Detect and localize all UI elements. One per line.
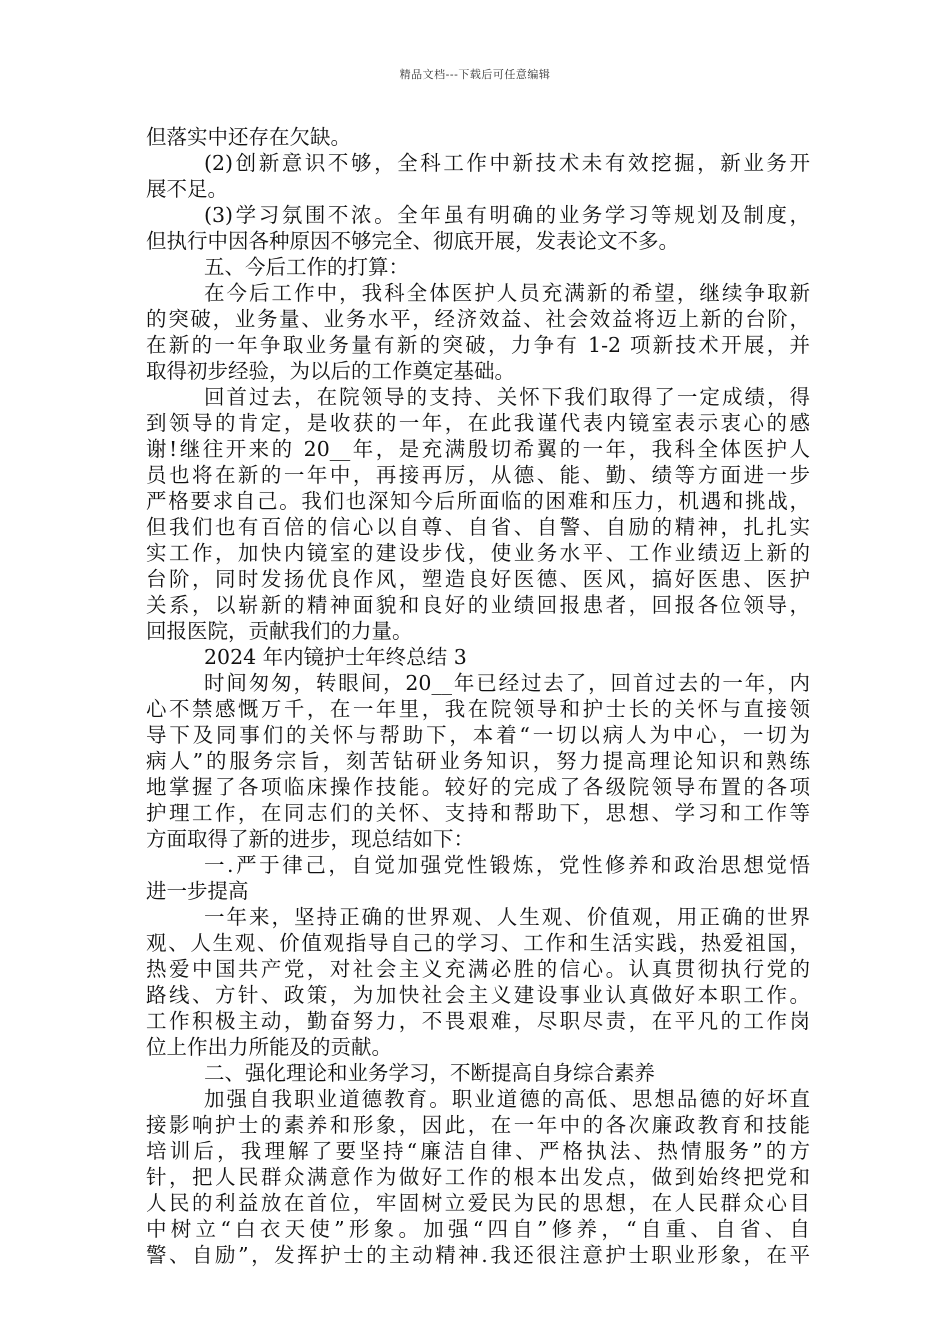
text-line: 热爱中国共产党，对社会主义充满必胜的信心。认真贯彻执行党的 <box>146 957 810 981</box>
text-line: 地掌握了各项临床操作技能。较好的完成了各级院领导布置的各项 <box>146 775 810 799</box>
text-line: 关系，以崭新的精神面貌和良好的业绩回报患者，回报各位领导， <box>146 593 810 617</box>
text-line: 五、今后工作的打算： <box>204 255 409 279</box>
text-line: 但落实中还存在欠缺。 <box>146 125 351 149</box>
text-line: 取得初步经验，为以后的工作奠定基础。 <box>146 359 515 383</box>
text-line: 时间匆匆，转眼间，20__年已经过去了，回首过去的一年，内 <box>204 671 810 695</box>
text-line: (3)学习氛围不浓。全年虽有明确的业务学习等规划及制度， <box>204 203 810 227</box>
text-line: 护理工作，在同志们的关怀、支持和帮助下，思想、学习和工作等 <box>146 801 810 825</box>
text-line: 2024 年内镜护士年终总结 3 <box>204 645 467 669</box>
text-line: 实工作，加快内镜室的建设步伐，使业务水平、工作业绩迈上新的 <box>146 541 810 565</box>
text-line: 到领导的肯定，是收获的一年，在此我谨代表内镜室表示衷心的感 <box>146 411 810 435</box>
text-line: 病人”的服务宗旨，刻苦钻研业务知识，努力提高理论知识和熟练 <box>146 749 810 773</box>
document-body <box>146 124 810 1268</box>
text-line: 在今后工作中，我科全体医护人员充满新的希望，继续争取新 <box>204 281 810 305</box>
text-line: 台阶，同时发扬优良作风，塑造良好医德、医风，搞好医患、医护 <box>146 567 810 591</box>
text-line: 心不禁感慨万千，在一年里，我在院领导和护士长的关怀与直接领 <box>146 697 810 721</box>
text-line: 导下及同事们的关怀与帮助下，本着“一切以病人为中心，一切为 <box>146 723 810 747</box>
text-line: 回报医院，贡献我们的力量。 <box>146 619 413 643</box>
text-line: 位上作出力所能及的贡献。 <box>146 1035 392 1059</box>
text-line: 但我们也有百倍的信心以自尊、自省、自警、自励的精神，扎扎实 <box>146 515 810 539</box>
text-line: 培训后，我理解了要坚持“廉洁自律、严格执法、热情服务”的方 <box>146 1139 810 1163</box>
text-line: 员也将在新的一年中，再接再厉，从德、能、勤、绩等方面进一步 <box>146 463 810 487</box>
text-line: 方面取得了新的进步，现总结如下： <box>146 827 474 851</box>
text-line: 展不足。 <box>146 177 228 201</box>
text-line: 路线、方针、政策，为加快社会主义建设事业认真做好本职工作。 <box>146 983 810 1007</box>
text-line: 工作积极主动，勤奋努力，不畏艰难，尽职尽责，在平凡的工作岗 <box>146 1009 810 1033</box>
text-line: 的突破，业务量、业务水平，经济效益、社会效益将迈上新的台阶， <box>146 307 810 331</box>
text-line: 加强自我职业道德教育。职业道德的高低、思想品德的好坏直 <box>204 1087 810 1111</box>
text-line: 严格要求自己。我们也深知今后所面临的困难和压力，机遇和挑战， <box>146 489 810 513</box>
text-line: (2)创新意识不够，全科工作中新技术未有效挖掘，新业务开 <box>204 151 810 175</box>
text-line: 观、人生观、价值观指导自己的学习、工作和生活实践，热爱祖国， <box>146 931 810 955</box>
text-line: 谢!继往开来的 20__年，是充满殷切希翼的一年，我科全体医护人 <box>146 437 810 461</box>
text-line: 一年来，坚持正确的世界观、人生观、价值观，用正确的世界 <box>204 905 810 929</box>
text-line: 回首过去，在院领导的支持、关怀下我们取得了一定成绩，得 <box>204 385 810 409</box>
text-line: 警、自励”，发挥护士的主动精神.我还很注意护士职业形象，在平 <box>146 1243 810 1267</box>
text-line: 人民的利益放在首位，牢固树立爱民为民的思想，在人民群众心目 <box>146 1191 810 1215</box>
page-header: 精品文档---下载后可任意编辑 <box>399 68 551 81</box>
text-line: 在新的一年争取业务量有新的突破，力争有 1-2 项新技术开展，并 <box>146 333 810 357</box>
text-line: 进一步提高 <box>146 879 249 903</box>
text-line: 针，把人民群众满意作为做好工作的根本出发点，做到始终把党和 <box>146 1165 810 1189</box>
text-line: 但执行中因各种原因不够完全、彻底开展，发表论文不多。 <box>146 229 679 253</box>
text-line: 接影响护士的素养和形象，因此，在一年中的各次廉政教育和技能 <box>146 1113 810 1137</box>
text-line: 中树立“白衣天使”形象。加强“四自”修养，“自重、自省、自 <box>146 1217 810 1241</box>
text-line: 一.严于律己，自觉加强党性锻炼，党性修养和政治思想觉悟 <box>204 853 810 877</box>
text-line: 二、强化理论和业务学习，不断提高自身综合素养 <box>204 1061 655 1085</box>
